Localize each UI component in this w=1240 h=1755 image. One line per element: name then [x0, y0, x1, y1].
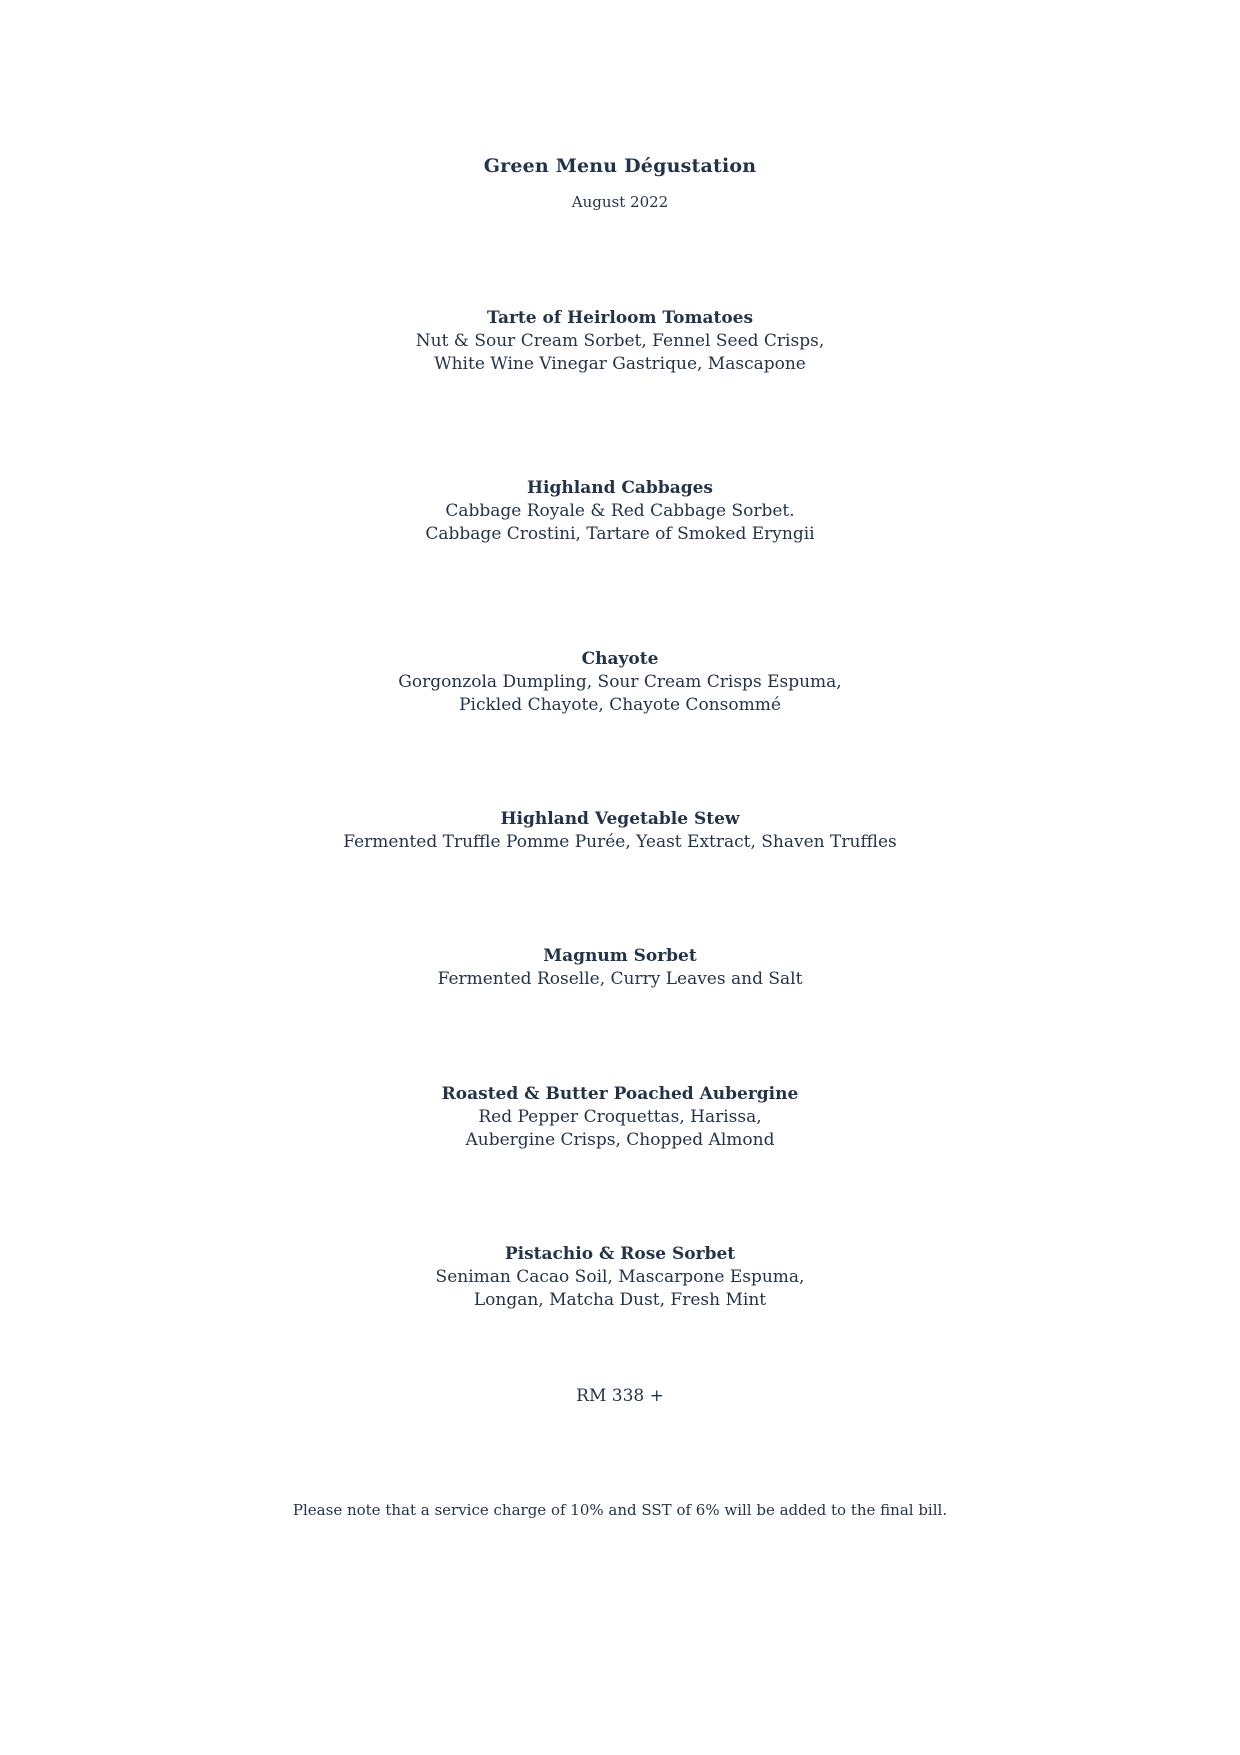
course-name: Tarte of Heirloom Tomatoes	[486, 308, 754, 328]
course-description-line: Aubergine Crisps, Chopped Almond	[465, 1130, 775, 1150]
course-description-line: Red Pepper Croquettas, Harissa,	[478, 1107, 762, 1127]
course-description-line: White Wine Vinegar Gastrique, Mascapone	[434, 354, 806, 374]
course-name: Chayote	[581, 649, 659, 669]
course-name: Magnum Sorbet	[543, 946, 697, 966]
course-description-line: Pickled Chayote, Chayote Consommé	[459, 695, 781, 715]
course-name: Highland Cabbages	[526, 478, 713, 498]
course-description-line: Fermented Truffle Pomme Purée, Yeast Extract, Shaven Truffles	[343, 832, 897, 852]
course-item	[0, 1083, 1240, 1152]
course-name: Pistachio & Rose Sorbet	[504, 1244, 736, 1264]
course-item	[0, 945, 1240, 991]
course-description-line: Cabbage Crostini, Tartare of Smoked Eryngii	[425, 524, 815, 544]
menu-price: RM 338 +	[576, 1386, 664, 1406]
course-name: Highland Vegetable Stew	[500, 809, 740, 829]
course-item	[0, 1243, 1240, 1312]
course-description-line: Fermented Roselle, Curry Leaves and Salt	[437, 969, 803, 989]
course-item	[0, 307, 1240, 376]
course-description-line: Longan, Matcha Dust, Fresh Mint	[473, 1290, 767, 1310]
course-item	[0, 808, 1240, 854]
course-description-line: Nut & Sour Cream Sorbet, Fennel Seed Crisps,	[415, 331, 825, 351]
course-name: Roasted & Butter Poached Aubergine	[441, 1084, 799, 1104]
course-description-line: Cabbage Royale & Red Cabbage Sorbet.	[445, 501, 795, 521]
menu-date: August 2022	[571, 193, 669, 211]
course-description-line: Seniman Cacao Soil, Mascarpone Espuma,	[435, 1267, 805, 1287]
course-item	[0, 477, 1240, 546]
service-charge-note: Please note that a service charge of 10% and SST of 6% will be added to the final bill.	[292, 1501, 948, 1519]
course-description-line: Gorgonzola Dumpling, Sour Cream Crisps Espuma,	[398, 672, 842, 692]
menu-title: Green Menu Dégustation	[483, 155, 757, 177]
course-item	[0, 648, 1240, 717]
